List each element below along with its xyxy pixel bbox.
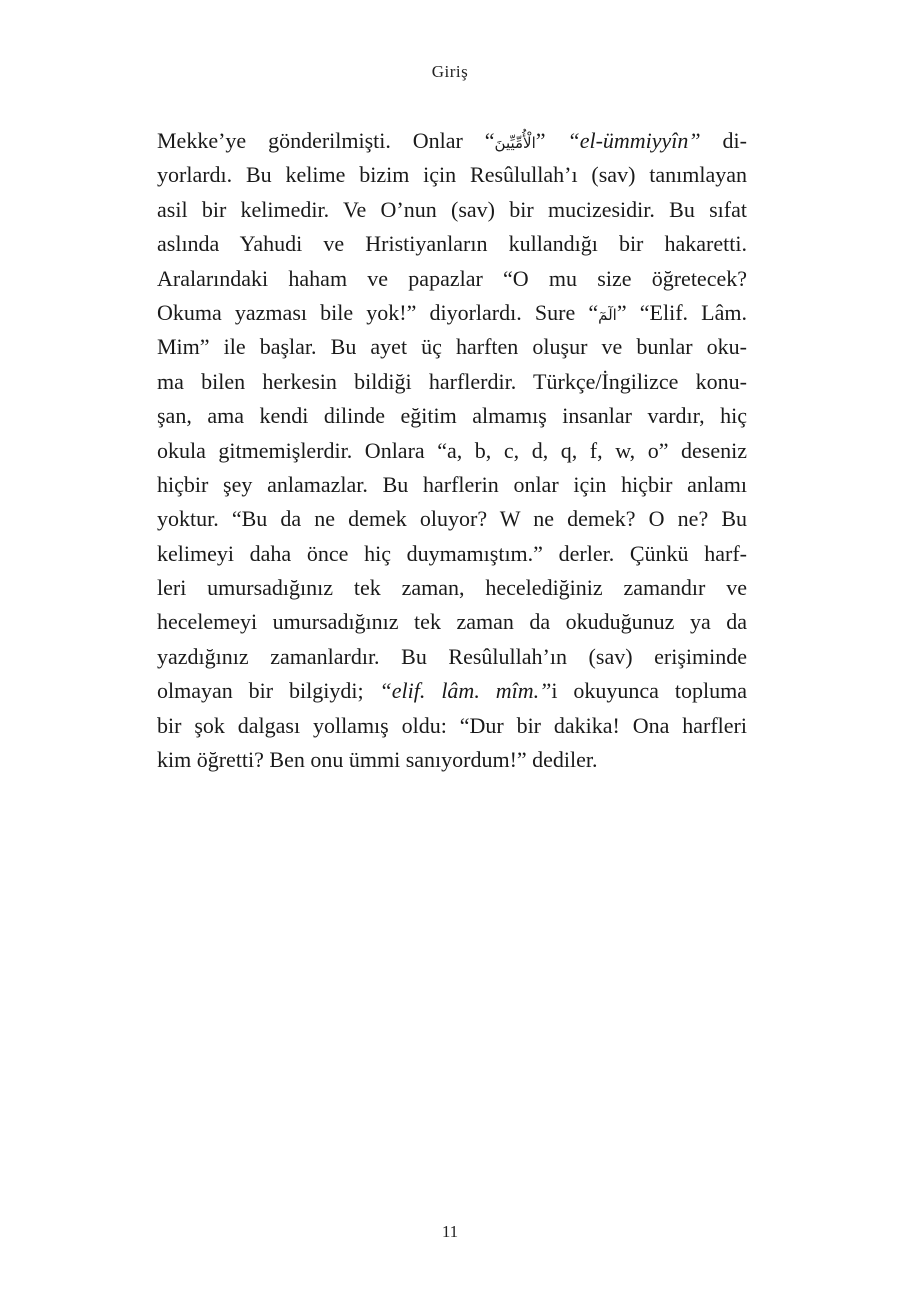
text-segment: şan, ama kendi dilinde eğitim almamış insanlar vardır, hiç [157, 403, 747, 429]
text-segment: ma bilen herkesin bildiği harflerdir. Türkçe/İngilizce konu- [157, 368, 747, 394]
text-line [157, 193, 747, 227]
italic-phrase: “elif. lâm. mîm.” [379, 678, 552, 704]
text-segment: hecelemeyi umursadığınız tek zaman da okuduğunuz ya da [157, 609, 747, 635]
text-segment: yazdığınız zamanlardır. Bu Resûlullah’ın (sav) erişiminde [157, 643, 747, 669]
text-segment: ” [535, 128, 568, 153]
text-segment: kelimeyi daha önce hiç duymamıştım.” derler. Çünkü harf- [157, 540, 747, 566]
text-line [157, 158, 747, 192]
arabic-term: الٓمٓ [598, 305, 617, 324]
running-head: Giriş [431, 62, 469, 81]
text-segment: olmayan bir bilgiydi; [157, 678, 380, 704]
text-line [157, 674, 747, 708]
text-line [157, 640, 747, 674]
text-segment: Mim” ile başlar. Bu ayet üç harften oluşur ve bunlar oku- [157, 334, 747, 360]
arabic-term: الْأُمِّيِّينَ [494, 134, 536, 152]
text-line [157, 537, 747, 571]
text-line [157, 502, 747, 536]
text-segment: Aralarındaki haham ve papazlar “O mu size öğretecek? [157, 265, 747, 291]
text-line [157, 365, 747, 399]
text-segment: yoktur. “Bu da ne demek oluyor? W ne demek? O ne? Bu [157, 506, 747, 532]
text-segment: di- [700, 128, 747, 153]
text-segment: leri umursadığınız tek zaman, hecelediğiniz zamandır ve [157, 575, 747, 601]
text-segment: bir şok dalgası yollamış oldu: “Dur bir dakika! Ona harfleri [157, 712, 747, 738]
text-segment: hiçbir şey anlamazlar. Bu harflerin onlar için hiçbir anlamı [157, 471, 747, 497]
text-line [157, 571, 747, 605]
text-line [157, 434, 747, 468]
text-line [157, 227, 747, 261]
body-paragraph [157, 124, 747, 777]
text-segment: okula gitmemişlerdir. Onlara “a, b, c, d, q, f, w, o” deseniz [157, 437, 747, 463]
text-line [157, 399, 747, 433]
text-line [157, 296, 747, 330]
text-line [157, 743, 747, 777]
text-segment: aslında Yahudi ve Hristiyanların kullandığı bir hakaretti. [157, 231, 747, 257]
text-segment: yorlardı. Bu kelime bizim için Resûlullah’ı (sav) tanımlayan [157, 162, 747, 188]
text-line [157, 605, 747, 639]
text-line [157, 709, 747, 743]
text-segment: kim öğretti? Ben onu ümmi sanıyordum!” dediler. [157, 747, 598, 773]
italic-phrase: “el-ümmiyyîn” [567, 128, 701, 153]
page-number: 11 [441, 1222, 459, 1241]
text-segment: ” “Elif. Lâm. [616, 299, 747, 325]
text-segment: Okuma yazması bile yok!” diyorlardı. Sure “ [157, 299, 599, 325]
text-line [157, 330, 747, 364]
text-segment: Mekke’ye gönderilmişti. Onlar “ [157, 128, 495, 153]
text-segment: i okuyunca topluma [551, 678, 747, 704]
text-line [157, 262, 747, 296]
text-line [157, 468, 747, 502]
text-line [157, 124, 747, 158]
text-segment: asil bir kelimedir. Ve O’nun (sav) bir mucizesidir. Bu sıfat [157, 196, 747, 222]
